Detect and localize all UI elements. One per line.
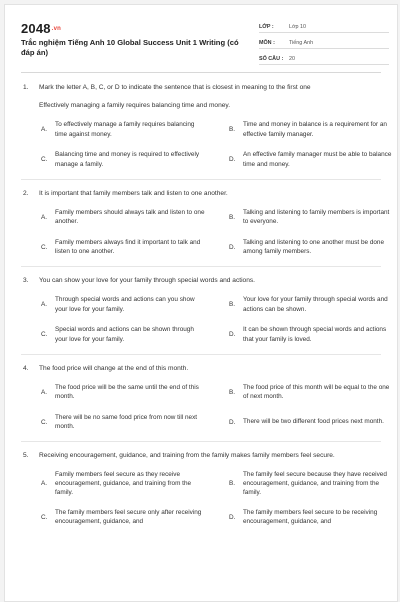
question-4 xyxy=(5,364,397,433)
question-number: 2. xyxy=(23,189,29,197)
question-sentence: Effectively managing a family requires balancing time and money. xyxy=(39,101,231,109)
answer-option-b[interactable] xyxy=(229,295,398,315)
question-prompt xyxy=(5,364,397,374)
answer-option-b[interactable] xyxy=(229,207,398,227)
question-number: 4. xyxy=(23,364,29,372)
option-text: Family members always find it important to talk and listen to one another. xyxy=(55,238,201,255)
question-prompt-text: Mark the letter A, B, C, or D to indicate the sentence that is closest in meaning to the first one xyxy=(39,84,311,91)
question-5 xyxy=(5,451,397,527)
site-logo[interactable] xyxy=(21,21,61,36)
logo-domain-text: .vn xyxy=(51,26,62,32)
option-letter: C. xyxy=(41,243,48,251)
answer-options xyxy=(5,207,397,257)
answer-option-d[interactable] xyxy=(229,507,398,527)
option-letter: D. xyxy=(229,418,236,426)
answer-options xyxy=(5,295,397,345)
option-text: Talking and listening to family members is important to everyone. xyxy=(243,208,390,225)
question-number: 1. xyxy=(23,84,29,91)
meta-label: MÔN : xyxy=(259,40,275,46)
option-text: Time and money in balance is a requirement for an effective family manager. xyxy=(243,121,387,138)
question-3 xyxy=(5,276,397,345)
option-text: The family members feel secure only after receiving encouragement, guidance, and xyxy=(55,508,202,526)
option-text: Talking and listening to one another must be done among family members. xyxy=(243,238,385,255)
question-1 xyxy=(5,83,397,170)
option-text: There will be no same food price from now till next month. xyxy=(55,413,198,430)
answer-option-c[interactable] xyxy=(41,150,215,170)
option-letter: A. xyxy=(41,301,48,308)
option-text: It can be shown through special words and actions that your family is loved. xyxy=(243,326,387,343)
question-number: 3. xyxy=(23,277,29,284)
question-prompt-text: Receiving encouragement, guidance, and training from the family makes family members feel secure. xyxy=(39,452,335,459)
question-divider xyxy=(21,354,381,355)
option-text: Your love for your family through special words and actions can be shown. xyxy=(243,296,388,313)
option-text: Family members feel secure as they receive encouragement, guidance, and training from the family. xyxy=(55,470,192,496)
meta-label: SỐ CÂU : xyxy=(259,56,284,62)
option-letter: B. xyxy=(229,479,236,487)
option-letter: A. xyxy=(41,388,48,396)
option-text: The food price will be the same until the end of this month. xyxy=(55,383,199,400)
answer-option-a[interactable] xyxy=(41,295,215,315)
answer-option-c[interactable] xyxy=(41,412,215,432)
answer-options xyxy=(5,382,397,432)
option-letter: C. xyxy=(41,513,48,521)
document-header xyxy=(5,5,397,67)
answer-option-c[interactable] xyxy=(41,507,215,527)
question-divider xyxy=(21,179,381,180)
option-letter: B. xyxy=(229,126,236,133)
question-list xyxy=(5,83,397,536)
option-text: Balancing time and money is required to effectively manage a family. xyxy=(55,151,200,168)
answer-option-d[interactable] xyxy=(229,237,398,257)
question-prompt-text: It is important that family members talk and listen to one another. xyxy=(39,189,228,197)
logo-main-text: 2048 xyxy=(21,21,51,36)
meta-row-class xyxy=(259,20,389,33)
option-text: The family feel secure because they have received encouragement, guidance, and training from the family. xyxy=(243,470,387,496)
question-divider xyxy=(21,266,381,267)
question-prompt-text: You can show your love for your family through special words and actions. xyxy=(39,277,255,284)
option-letter: A. xyxy=(41,213,48,221)
option-letter: D. xyxy=(229,513,236,521)
option-letter: D. xyxy=(229,156,236,163)
answer-option-a[interactable] xyxy=(41,470,215,498)
option-text: The family members feel secure to be receiving encouragement, guidance, and xyxy=(243,508,378,526)
question-2 xyxy=(5,189,397,258)
answer-option-a[interactable] xyxy=(41,382,215,402)
answer-options xyxy=(5,470,397,528)
answer-option-a[interactable] xyxy=(41,207,215,227)
option-letter: C. xyxy=(41,331,48,338)
option-text: To effectively manage a family requires balancing time against money. xyxy=(55,121,195,138)
option-letter: D. xyxy=(229,243,236,251)
answer-option-d[interactable] xyxy=(229,412,398,432)
meta-value: Tiếng Anh xyxy=(289,40,314,46)
answer-options xyxy=(5,120,397,170)
question-prompt xyxy=(5,276,397,286)
answer-option-b[interactable] xyxy=(229,120,398,140)
meta-label: LỚP : xyxy=(259,24,274,30)
option-text: The food price of this month will be equal to the one of next month. xyxy=(243,383,390,400)
question-prompt xyxy=(5,451,397,461)
meta-row-question-count xyxy=(259,52,389,65)
option-letter: C. xyxy=(41,418,48,426)
document-title: Trắc nghiệm Tiếng Anh 10 Global Success Unit 1 Writing (có đáp án) xyxy=(21,38,239,57)
option-text: Through special words and actions can you show your love for your family. xyxy=(55,296,195,313)
option-letter: B. xyxy=(229,301,236,308)
answer-option-b[interactable] xyxy=(229,470,398,498)
question-number: 5. xyxy=(23,452,29,459)
option-letter: B. xyxy=(229,213,236,221)
option-letter: A. xyxy=(41,126,48,133)
answer-option-c[interactable] xyxy=(41,325,215,345)
meta-value: Lớp 10 xyxy=(289,24,307,30)
answer-option-d[interactable] xyxy=(229,325,398,345)
option-letter: D. xyxy=(229,331,236,338)
question-prompt xyxy=(5,83,397,93)
meta-value: 20 xyxy=(289,56,295,62)
question-prompt-text: The food price will change at the end of this month. xyxy=(39,364,189,372)
option-text: An effective family manager must be able to balance time and money. xyxy=(243,151,392,168)
document-page xyxy=(4,4,398,602)
answer-option-a[interactable] xyxy=(41,120,215,140)
header-divider xyxy=(21,72,381,73)
option-letter: B. xyxy=(229,388,236,396)
meta-row-subject xyxy=(259,36,389,49)
option-text: There will be two different food prices next month. xyxy=(243,418,384,426)
document-meta xyxy=(259,20,389,68)
answer-option-d[interactable] xyxy=(229,150,398,170)
option-letter: A. xyxy=(41,479,48,487)
option-text: Special words and actions can be shown through your love for your family. xyxy=(55,326,194,343)
question-prompt xyxy=(5,189,397,199)
answer-option-b[interactable] xyxy=(229,382,398,402)
answer-option-c[interactable] xyxy=(41,237,215,257)
option-letter: C. xyxy=(41,156,48,163)
option-text: Family members should always talk and listen to one another. xyxy=(55,208,205,225)
question-divider xyxy=(21,441,381,442)
